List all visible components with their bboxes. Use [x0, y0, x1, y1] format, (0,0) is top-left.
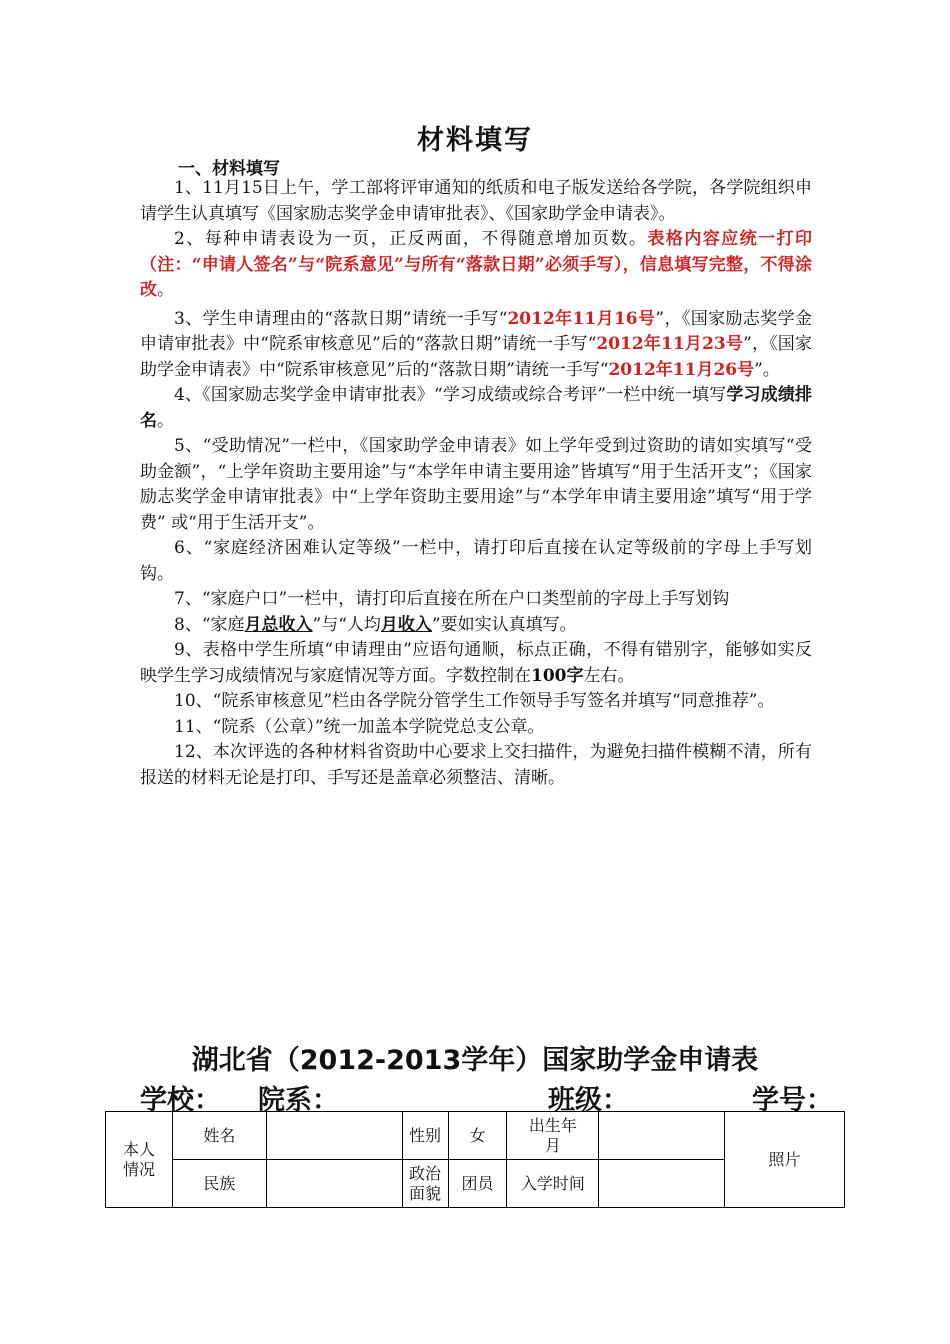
enroll-value[interactable] — [599, 1160, 725, 1208]
form-title: 湖北省（2012-2013学年）国家助学金申请表 — [191, 1045, 759, 1076]
photo-cell: 照片 — [725, 1112, 845, 1208]
item-11: 11、“院系（公章）”统一加盖本学院党总支公章。 — [174, 716, 545, 737]
name-label: 姓名 — [172, 1112, 266, 1160]
item-3: 3、学生申请理由的“落款日期”请统一手写“2012年11月16号”，《国家励志奖学金申请审批表》中“院系审核意见”后的“落款日期”请统一手写“2012年11月23号”，《国家助学金申请表》中“院系审核意见”后的“落款日期”请统一手写“2012年11月26号”。 — [140, 308, 812, 380]
item-12: 12、本次评选的各种材料省资助中心要求上交扫描件，为避免扫描件模糊不清，所有报送的材料无论是打印、手写还是盖章必须整洁、清晰。 — [140, 742, 812, 788]
item-8: 8、“家庭月总收入”与“人均月收入”要如实认真填写。 — [174, 614, 577, 635]
class-label: 班级： — [548, 1085, 629, 1116]
political-label: 政治面貌 — [402, 1160, 448, 1208]
item-6: 6、“家庭经济困难认定等级”一栏中，请打印后直接在认定等级前的字母上手写划钩。 — [140, 538, 812, 584]
school-label: 学校： — [140, 1085, 221, 1116]
enroll-label: 入学时间 — [507, 1160, 599, 1208]
item-10: 10、“院系审核意见”栏由各学院分管学生工作领导手写签名并填写“同意推荐”。 — [174, 691, 775, 711]
ethnicity-value[interactable] — [266, 1160, 402, 1208]
section-heading: 一、材料填写 — [178, 159, 280, 179]
item-5: 5、“受助情况”一栏中，《国家助学金申请表》如上学年受到过资助的请如实填写“受助金额”，“上学年资助主要用途”与“本学年申请主要用途”皆填写“用于生活开支”；《国家励志奖学金申请审批表》中“上学年资助主要用途”与“本学年申请主要用途”填写“用于学费” 或“用于生活开支”。 — [140, 436, 812, 533]
name-value[interactable] — [266, 1112, 402, 1160]
self-info-cell: 本人情况 — [106, 1112, 173, 1208]
instructions — [140, 176, 812, 791]
birth-value[interactable] — [599, 1112, 725, 1160]
item-1: 1、11月15日上午，学工部将评审通知的纸质和电子版发送给各学院，各学院组织申请学生认真填写《国家励志奖学金申请审批表》、《国家助学金申请表》。 — [140, 178, 812, 224]
ethnicity-label: 民族 — [172, 1160, 266, 1208]
page-title: 材料填写 — [417, 125, 533, 156]
item-7: 7、“家庭户口”一栏中，请打印后直接在所在户口类型前的字母上手写划钩 — [174, 589, 730, 609]
dept-label: 院系： — [258, 1085, 339, 1116]
application-form-table — [105, 1111, 845, 1208]
item-9: 9、表格中学生所填“申请理由”应语句通顺，标点正确，不得有错别字，能够如实反映学生学习成绩情况与家庭情况等方面。字数控制在100字左右。 — [140, 640, 812, 686]
gender-label: 性别 — [402, 1112, 448, 1160]
political-value: 团员 — [448, 1160, 507, 1208]
item-2: 2、每种申请表设为一页，正反两面，不得随意增加页数。表格内容应统一打印（注：“申请人签名”与“院系意见”与所有“落款日期”必须手写），信息填写完整，不得涂改。 — [140, 229, 812, 300]
item-4: 4、《国家励志奖学金申请审批表》“学习成绩或综合考评”一栏中统一填写学习成绩排名。 — [140, 385, 813, 431]
id-label: 学号： — [752, 1085, 833, 1116]
birth-label: 出生年月 — [507, 1112, 599, 1160]
gender-value: 女 — [448, 1112, 507, 1160]
